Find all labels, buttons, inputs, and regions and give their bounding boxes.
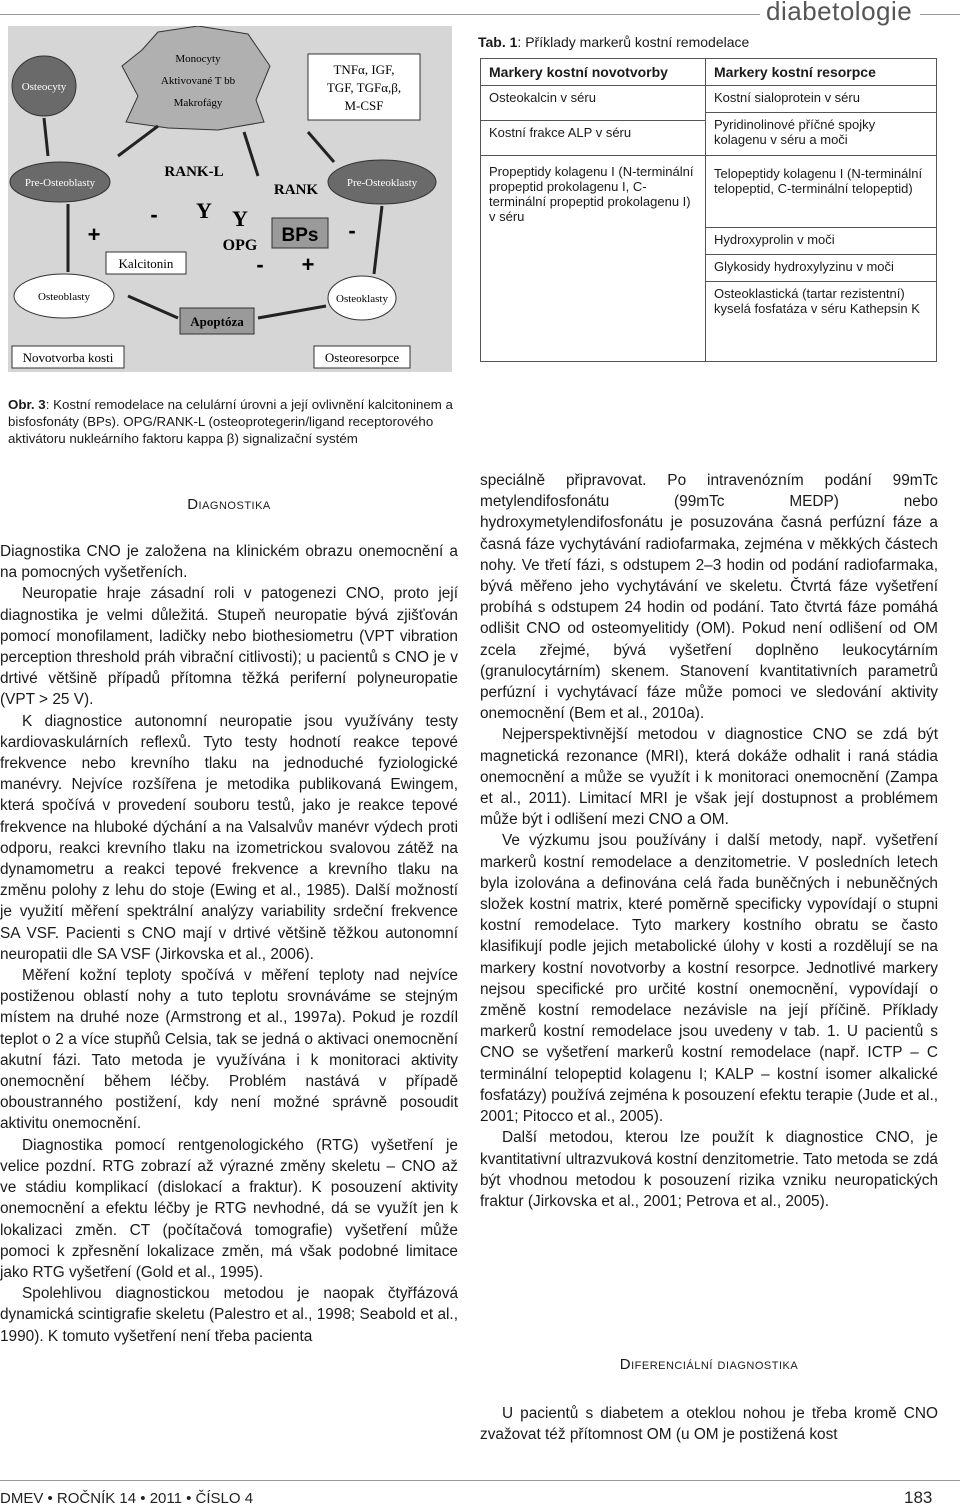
t-cells-label: Aktivované T bb <box>160 75 236 87</box>
osteoklasty-label: Osteoklasty <box>336 293 388 305</box>
formation-markers-column <box>481 59 706 361</box>
paragraph: Spolehlivou diagnostickou metodou je naopak čtyřfázová dynamická scintigrafie skeletu (Palestro et al., 1998; Seabold et al., 1990). K tomuto vyšetření není třeba pacienta <box>0 1285 458 1345</box>
formation-header: Markery kostní novotvorby <box>481 59 705 86</box>
resorption-cell: Glykosidy hydroxylyzinu v moči <box>706 255 936 282</box>
formation-cell: Propeptidy kolagenu I (N-terminální propeptid prokolagenu I, C-terminální propeptid prokolagenu I) v séru <box>489 164 694 224</box>
bps-label: BPs <box>281 225 319 246</box>
rank-label: RANK <box>273 182 319 198</box>
formation-cell: Kostní frakce ALP v séru <box>481 121 705 156</box>
paragraph: Diagnostika pomocí rentgenologického (RTG) vyšetření je velice pozdní. RTG zobrazí až výrazné změny skeletu – CNO až ve stádiu komplikací (dislokací a fraktur). K posouzení aktivity onemocnění a efektu léčby je RTG nevhodné, dá se využít jen k lokalizaci změn. CT (počítačová tomografie) vyšetření může pomoci k zpřesnění lokalizace změn, má však podobné limitace jako RTG vyšetření (Gold et al., 1995). <box>0 1136 458 1281</box>
makrofagy-label: Makrofágy <box>173 97 223 109</box>
novotvorba-label: Novotvorba kosti <box>22 350 114 365</box>
left-text-column <box>0 541 458 1347</box>
bone-remodeling-figure <box>8 26 452 372</box>
pre-osteoblasty-label: Pre-Osteoblasty <box>24 177 96 189</box>
right-text-column-2 <box>480 1403 938 1445</box>
paragraph: Další metodou, kterou lze použít k diagnostice CNO, je kvantitativní ultrazvuková kostní denzitometrie. Tato metoda se zdá být vhodnou metodou k posouzení rizika vzniku neuropatických fraktur (Jirkovska et al., 2001; Petrova et al., 2005). <box>480 1129 938 1210</box>
cytokine-line-1: TNFα, IGF, <box>333 62 395 77</box>
table-caption-text: : Příklady markerů kostní remodelace <box>517 34 750 50</box>
footer-rule <box>0 1480 960 1481</box>
minus-sign-mid: - <box>256 252 264 277</box>
resorption-cell: Hydroxyprolin v moči <box>706 228 936 255</box>
paragraph: Měření kožní teploty spočívá v měření teploty nad nejvíce postiženou oblastí nohy a tuto teplotu srovnáváme se stejným místem na druhé noze (Armstrong et al., 1997a). Pokud je rozdíl teplot o 2 a více stupňů Celsia, tak se jedná o aktivaci onemocnění akutní fázi. Tato metoda je využívána i k monitoraci aktivity onemocnění během léčby. Problém nastává v případě oboustranného postižení, kdy není možné správně posoudit aktivitu onemocnění. <box>0 967 458 1133</box>
resorption-markers-column <box>706 59 936 361</box>
osteocyty-label: Osteocyty <box>21 81 67 93</box>
opg-label: OPG <box>222 237 258 254</box>
resorption-cell: Osteoklastická (tartar rezistentní) kyselá fosfatáza v séru Kathepsin K <box>714 286 920 316</box>
paragraph: U pacientů s diabetem a oteklou nohou je třeba kromě CNO zvažovat též přítomnost OM (u OM je postižená kost <box>480 1405 938 1444</box>
figure-caption-text: : Kostní remodelace na celulární úrovni a její ovlivnění kalcitoninem a bisfosfonáty (BPs). OPG/RANK-L (osteoprotegerin/ligand receptorového aktivátoru nukleárního faktoru kappa β) signalizační systém <box>8 397 453 446</box>
paragraph: Nejperspektivnější metodou v diagnostice CNO se zdá být magnetická rezonance (MRI), která dokáže odhalit i raná stádia onemocnění a může se využít i k monitoraci onemocnění (Zampa et al., 2011). Limitací MRI je však její dostupnost a problémem může být i odlišení mezi CNO a OM. <box>480 726 938 829</box>
cytokine-line-2: TGF, TGFα,β, <box>326 80 402 95</box>
table-caption <box>478 34 749 50</box>
paragraph: speciálně připravovat. Po intravenózním podání 99mTc metylendifosfonátu (99mTc MEDP) nebo hydroxymetylendifosfonátu je posuzována časná perfúzní fáze a časná fáze vychytávání radiofarmaka, zejména v měkkých částech nohy. Ve třetí fázi, s odstupem 2–3 hodin od podání radiofarmaka, bývá měřeno jeho vychytávání ve skeletu. Čtvrtá fáze vyšetření probíhá s odstupem 24 hodin od podání. Tato čtvrtá fáze pomáhá odlišit CNO od osteomyelitidy (OM). Pokud není odlišení od OM zcela zřejmé, bývá vyšetření doplněno leukocytárním (granulocytárním) skenem. Stanovení kvantitativních parametrů perfúzní i vychytávací fáze může pomoci ve sledování aktivity onemocnění (Bem et al., 2010a). <box>480 472 938 723</box>
monocyty-label: Monocyty <box>175 53 221 65</box>
journal-title: diabetologie <box>766 0 913 26</box>
paragraph: Neuropatie hraje zásadní roli v patogenezi CNO, proto její diagnostika je velmi důležitá. Stupeň neuropatie bývá zjišťován pomocí monofilament, ladičky nebo biothesiometru (VPT vibration perception threshold práh vibrační citlivosti); u pacientů s CNO je v drtivé většině případů přítomna těžká periferní polyneuropatie (VPT > 25 V). <box>0 585 458 709</box>
kalcitonin-label: Kalcitonin <box>118 256 174 271</box>
rank-l-label: RANK-L <box>164 164 224 180</box>
formation-cell: Osteokalcin v séru <box>481 86 705 121</box>
footer-issue: DMEV • ROČNÍK 14 • 2011 • ČÍSLO 4 <box>0 1490 254 1507</box>
header-rule <box>0 14 760 15</box>
bone-markers-table <box>480 58 937 362</box>
osteoresorpce-label: Osteoresorpce <box>324 350 400 365</box>
page-number: 183 <box>904 1488 933 1507</box>
osteoblasty-label: Osteoblasty <box>38 291 90 303</box>
figure-caption <box>8 396 458 447</box>
paragraph: K diagnostice autonomní neuropatie jsou využívány testy kardiovaskulárních reflexů. Tyto testy hodnotí reakce tepové frekvence nebo krevního tlaku na jednoduché fyziologické manévry. Nejvíce rozšířena je metodika publikovaná Ewingem, která spočívá v provedení souboru testů, jako je reakce tepové frekvence na hluboké dýchání a na Valsalvův manévr výdech proti odporu, reakci krevního tlaku na izometrickou svalovou zátěž na dynamometru a reakci tepové frekvence a krevního tlaku na změnu polohy z lehu do stoje (Ewing et al., 1985). Další možností je využití měření spektrální analýzy variability srdeční frekvence SA VSF. Pacienti s CNO mají v drtivé většině těžkou autonomní neuropatii dle SA VSF (Jirkovska et al., 2006). <box>0 712 458 963</box>
minus-sign-right: - <box>348 218 356 243</box>
receptor-y-2: Y <box>232 206 248 231</box>
plus-sign-mid: + <box>301 252 315 277</box>
cytokine-line-3: M-CSF <box>344 98 384 113</box>
resorption-cell: Kostní sialoprotein v séru <box>706 86 936 113</box>
paragraph: Ve výzkumu jsou používány i další metody, např. vyšetření markerů kostní remodelace a denzitometrie. V posledních letech byla izolována a definována celá řada buněčných i nebuněčných složek kostní matrix, které poměrně specificky vypovídají o stupni kostní remodelace. Tyto markery kostního obratu se často klasifikují podle jejich metabolické úlohy v kosti a rozdělují se na markery kostní novotvorby a kostní resorpce. Jednotlivé markery nejsou specifické pro určité kostní onemocnění, vypovídají o změně kostní remodelace nezávisle na její příčině. Příklady markerů kostní remodelace jsou uvedeny v tab. 1. U pacientů s CNO se vyšetření markerů kostní remodelace (např. ICTP – C terminální telopeptid kolagenu I; KALP – kostní isomer alkalické fosfatázy) používá zejména k posouzení efektu terapie (Jude et al., 2001; Pitocco et al., 2005). <box>480 832 938 1126</box>
plus-sign-left: + <box>87 222 101 247</box>
receptor-y-1: Y <box>196 198 212 223</box>
section-heading-diferencialni: Diferenciální diagnostika <box>619 1356 799 1373</box>
resorption-header: Markery kostní resorpce <box>706 59 936 86</box>
right-text-column <box>480 470 938 1212</box>
table-caption-label: Tab. 1 <box>478 34 518 50</box>
figure-caption-label: Obr. 3 <box>8 397 46 412</box>
minus-sign-left: - <box>150 202 158 227</box>
header-rule-right <box>920 14 960 15</box>
resorption-cell: Pyridinolinové příčné spojky kolagenu v séru a moči <box>706 113 936 156</box>
paragraph: Diagnostika CNO je založena na klinickém obrazu onemocnění a na pomocných vyšetřeních. <box>0 543 458 582</box>
resorption-cell: Telopeptidy kolagenu I (N-terminální telopeptid, C-terminální telopeptid) <box>706 156 936 228</box>
section-heading-diagnostika: Diagnostika <box>187 496 271 513</box>
apoptoza-label: Apoptóza <box>190 314 244 329</box>
pre-osteoklasty-label: Pre-Osteoklasty <box>346 177 418 189</box>
